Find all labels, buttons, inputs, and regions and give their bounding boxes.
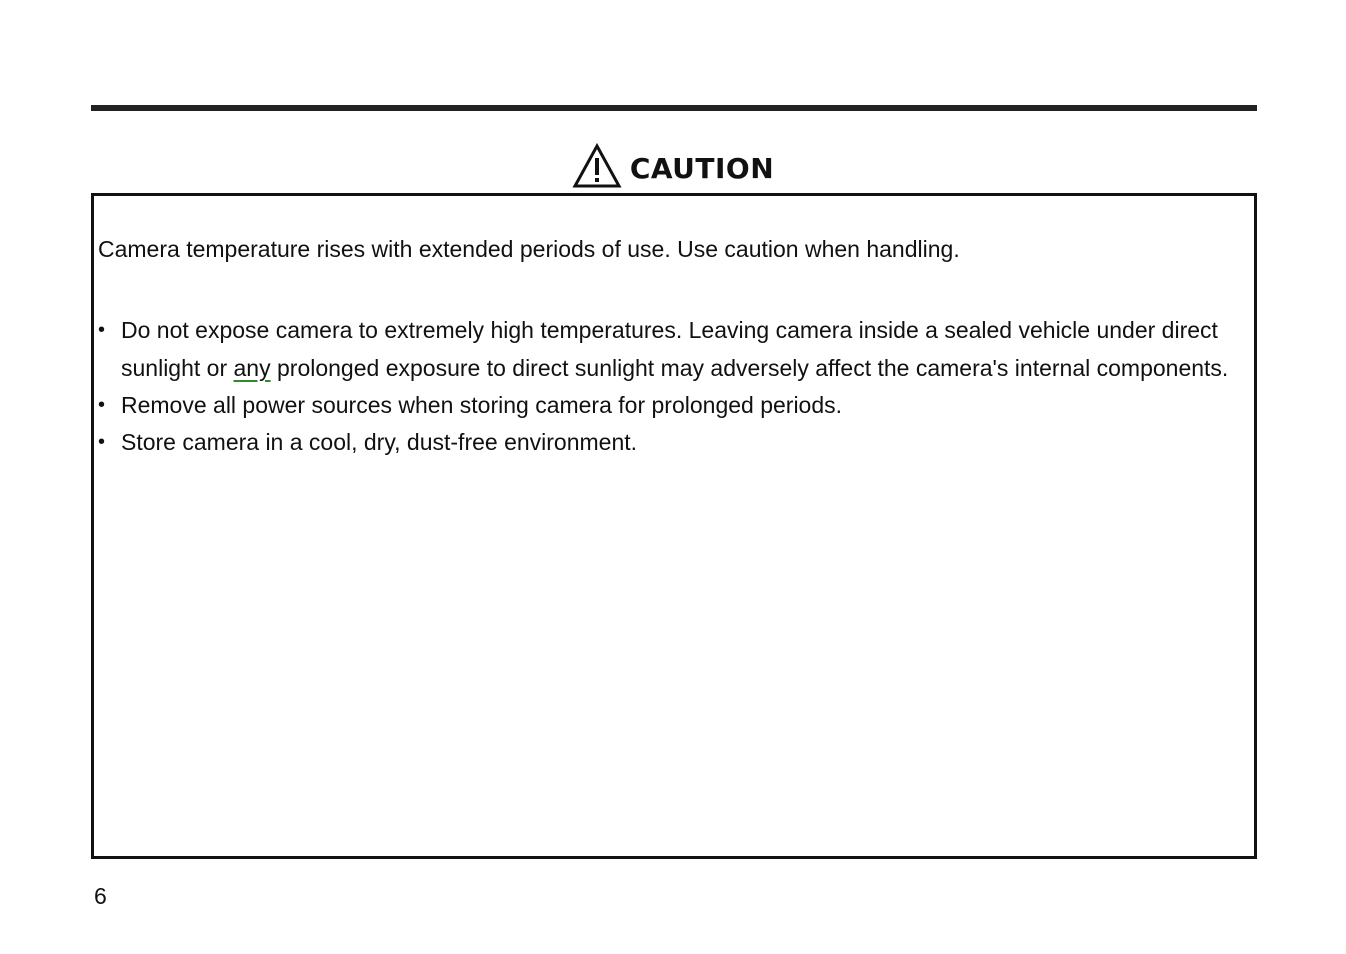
bullet-text: Store camera in a cool, dry, dust-free environment.	[121, 429, 638, 455]
caution-box	[91, 193, 1257, 859]
page-number: 6	[94, 883, 107, 909]
warning-triangle-icon	[572, 143, 622, 189]
caution-header	[0, 142, 1346, 190]
caution-heading-group	[572, 143, 774, 189]
list-item	[98, 311, 1238, 387]
bullet-text-part: Do not expose camera to extremely high temperatures. Leaving camera inside a sealed vehicle under direct sunlight or	[121, 317, 1218, 381]
bullet-text-part: prolonged exposure to direct sunlight may adversely affect the camera's internal components.	[270, 355, 1229, 381]
underlined-word: any	[233, 355, 271, 381]
top-divider-rule	[91, 105, 1257, 111]
bullet-dot: •	[98, 394, 106, 416]
caution-title: CAUTION	[629, 152, 775, 185]
list-item	[98, 424, 1238, 461]
caution-intro-text: Camera temperature rises with extended periods of use. Use caution when handling.	[98, 236, 960, 262]
bullet-dot: •	[98, 319, 106, 341]
bullet-text	[121, 311, 1238, 387]
bullet-dot: •	[98, 431, 106, 453]
caution-bullet-list	[98, 311, 1238, 461]
bullet-text: Remove all power sources when storing camera for prolonged periods.	[121, 392, 843, 418]
list-item	[98, 387, 1238, 424]
